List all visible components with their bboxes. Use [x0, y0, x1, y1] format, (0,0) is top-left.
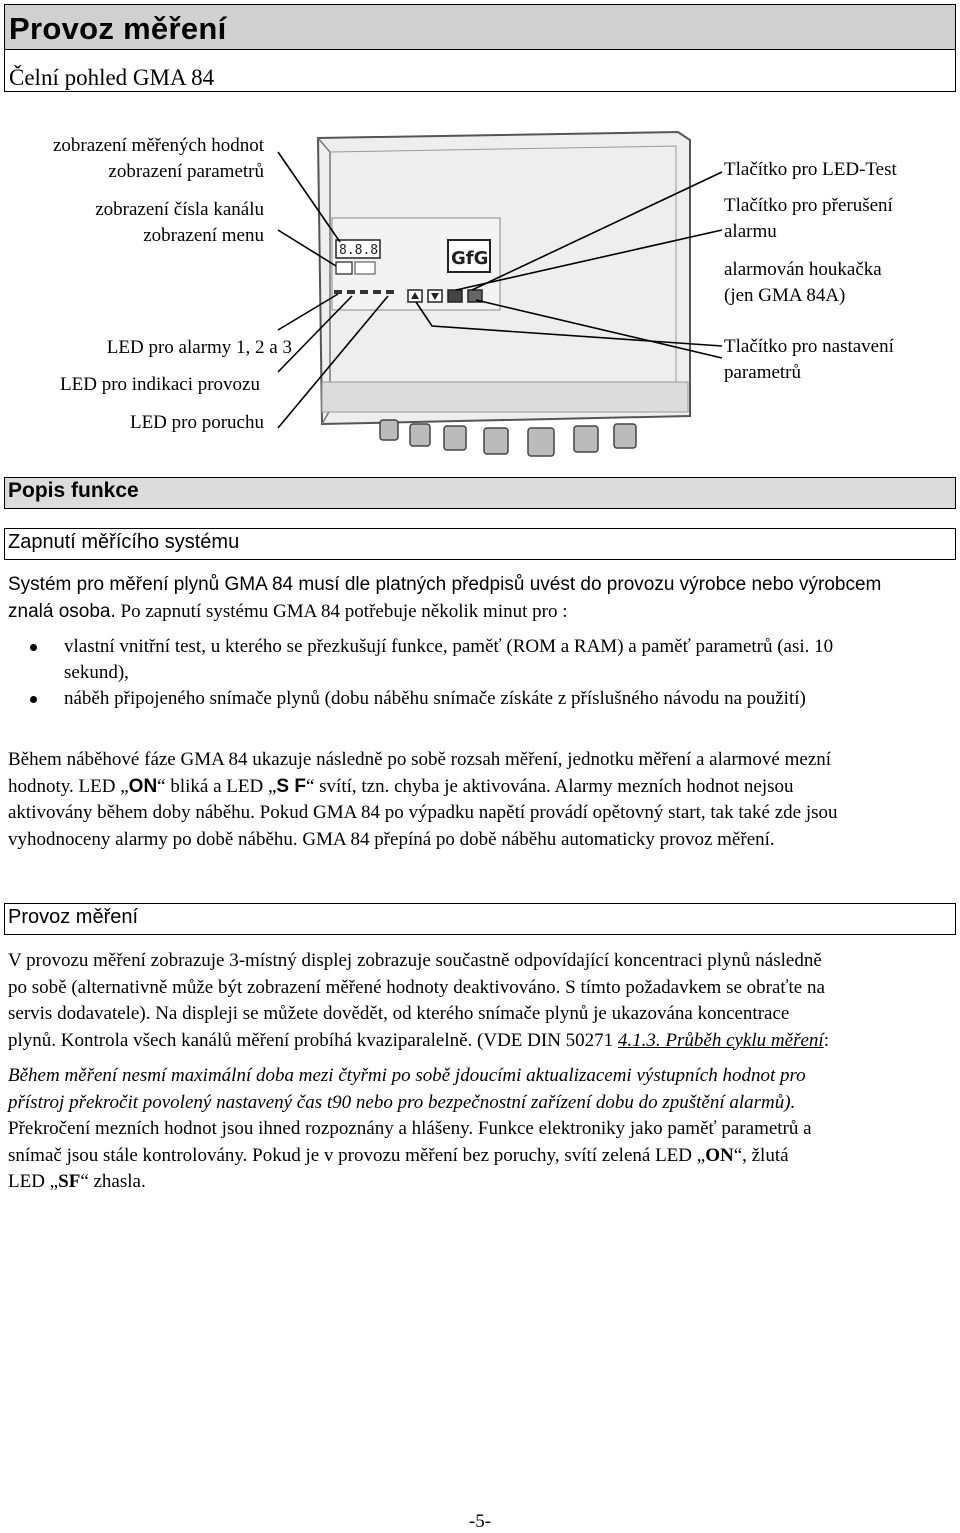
intro-paragraph — [8, 572, 954, 625]
page-subtitle: Čelní pohled GMA 84 — [9, 65, 215, 90]
page-title: Provoz měření — [9, 11, 227, 46]
intro-line-2a: znalá osoba. — [8, 600, 116, 622]
measurement-heading: Provoz měření — [8, 906, 139, 928]
bullet-item-2: náběh připojeného snímače plynů (dobu náběhu snímače získáte z příslušného návodu na použití) — [64, 688, 806, 709]
measurement-paragraph — [8, 948, 954, 1054]
section-heading: Popis funkce — [8, 479, 139, 502]
measure-line-3: servis dodavatele). Na displeji se můžete dovědět, od kterého snímače plynů je ukazována koncentrace — [8, 1003, 790, 1024]
cycle-line-4 — [8, 1143, 954, 1170]
label-led-operation: LED pro indikaci provozu — [60, 374, 260, 395]
label-horn-2: (jen GMA 84A) — [724, 285, 846, 306]
startup-line-2c: “ svítí, tzn. chyba je aktivována. Alarmy mezních hodnot nejsou — [305, 775, 794, 797]
intro-line-1: Systém pro měření plynů GMA 84 musí dle platných předpisů uvést do provozu výrobce nebo výrobcem — [8, 574, 882, 595]
subsection-heading: Zapnutí měřícího systému — [8, 531, 240, 553]
cycle-line-2: přístroj překročit povolený nastavený čas t90 nebo pro bezpečnostní zařízení dobu do zpuštění alarmů). — [8, 1091, 796, 1113]
led-sf-label-2: SF — [58, 1171, 81, 1192]
label-parameters: zobrazení parametrů — [108, 161, 264, 182]
label-led-alarms: LED pro alarmy 1, 2 a 3 — [106, 337, 292, 358]
svg-text:8.8.8: 8.8.8 — [339, 243, 379, 258]
led-on-label-2: ON — [705, 1144, 734, 1166]
subsection-header-startup — [4, 528, 956, 560]
label-led-fault: LED pro poruchu — [129, 412, 264, 433]
led-sf-label: S F — [276, 775, 306, 797]
measure-line-4 — [8, 1028, 954, 1055]
label-param-button-2: parametrů — [724, 362, 802, 383]
cycle-paragraph — [8, 1063, 954, 1196]
startup-paragraph — [8, 747, 954, 853]
label-channel-number: zobrazení čísla kanálu — [95, 199, 264, 220]
bullet-item-1 — [64, 634, 954, 686]
bullet-marker-1 — [30, 644, 37, 651]
startup-line-2a: hodnoty. LED „ — [8, 775, 129, 797]
measure-line-1: V provozu měření zobrazuje 3-místný displej zobrazuje součastně odpovídající koncentraci plynů následně — [8, 950, 822, 971]
device-figure — [0, 90, 960, 470]
menu-display — [355, 262, 375, 274]
startup-line-3: aktivovány během doby náběhu. Pokud GMA 84 po výpadku napětí provádí opětovný start, tak také zde jsou — [8, 802, 838, 823]
cycle-line-4a: snímač jsou stále kontrolovány. Pokud je v provozu měření bez poruchy, svítí zelená LED „ — [8, 1144, 706, 1166]
label-led-test-button: Tlačítko pro LED-Test — [724, 159, 897, 180]
bullet-1-line-2: sekund), — [64, 662, 129, 683]
channel-display — [336, 262, 352, 274]
section-header-function — [4, 477, 956, 509]
cycle-line-5 — [8, 1169, 954, 1196]
label-alarm-reset-button: Tlačítko pro přerušení — [724, 195, 893, 216]
startup-line-2b: “ bliká a LED „ — [157, 775, 277, 797]
cycle-line-3: Překročení mezních hodnot jsou ihned rozpoznány a hlášeny. Funkce elektroniky jako paměť parametrů a — [8, 1118, 812, 1139]
vde-reference: 4.1.3. Průběh cyklu měření — [617, 1029, 824, 1051]
startup-line-2 — [8, 774, 954, 801]
page-number: -5- — [468, 1511, 492, 1532]
bullet-marker-2 — [30, 696, 37, 703]
cycle-line-4b: “, žlutá — [733, 1144, 789, 1166]
label-menu: zobrazení menu — [143, 225, 264, 246]
label-measured-values: zobrazení měřených hodnot — [52, 135, 264, 156]
startup-line-4: vyhodnoceny alarmy po době náběhu. GMA 84 přepíná po době náběhu automaticky provoz měření. — [8, 828, 775, 850]
label-param-button: Tlačítko pro nastavení — [724, 336, 894, 357]
label-alarm-reset-button-2: alarmu — [724, 221, 777, 242]
measure-line-4a: plynů. Kontrola všech kanálů měření probíhá kvaziparalelně. (VDE DIN 50271 — [8, 1029, 618, 1051]
logo-text: GfG — [451, 248, 489, 269]
cycle-line-1: Během měření nesmí maximální doba mezi čtyřmi po sobě jdoucími aktualizacemi výstupních hodnot pro — [8, 1065, 806, 1086]
gfg-logo — [448, 240, 490, 272]
title-box — [4, 4, 956, 92]
measure-line-2: po sobě (alternativně může být zobrazení měřené hodnoty deaktivováno. S tímto požadavkem se obraťte na — [8, 976, 825, 998]
led-on-label: ON — [128, 775, 158, 797]
cycle-line-5a: LED „ — [8, 1171, 59, 1192]
label-horn: alarmován houkačka — [724, 259, 882, 280]
measure-line-4b: : — [823, 1029, 829, 1051]
subsection-header-measurement — [4, 903, 956, 935]
cycle-line-5b: “ zhasla. — [80, 1171, 146, 1192]
intro-line-2b: Po zapnutí systému GMA 84 potřebuje několik minut pro : — [115, 600, 568, 622]
bullet-1-line-1: vlastní vnitřní test, u kterého se přezkušují funkce, paměť (ROM a RAM) a paměť parametrů (asi. 10 — [64, 636, 834, 657]
title-bar — [5, 5, 955, 50]
startup-line-1: Během náběhové fáze GMA 84 ukazuje následně po sobě rozsah měření, jednotku měření a alarmové mezní — [8, 749, 832, 770]
